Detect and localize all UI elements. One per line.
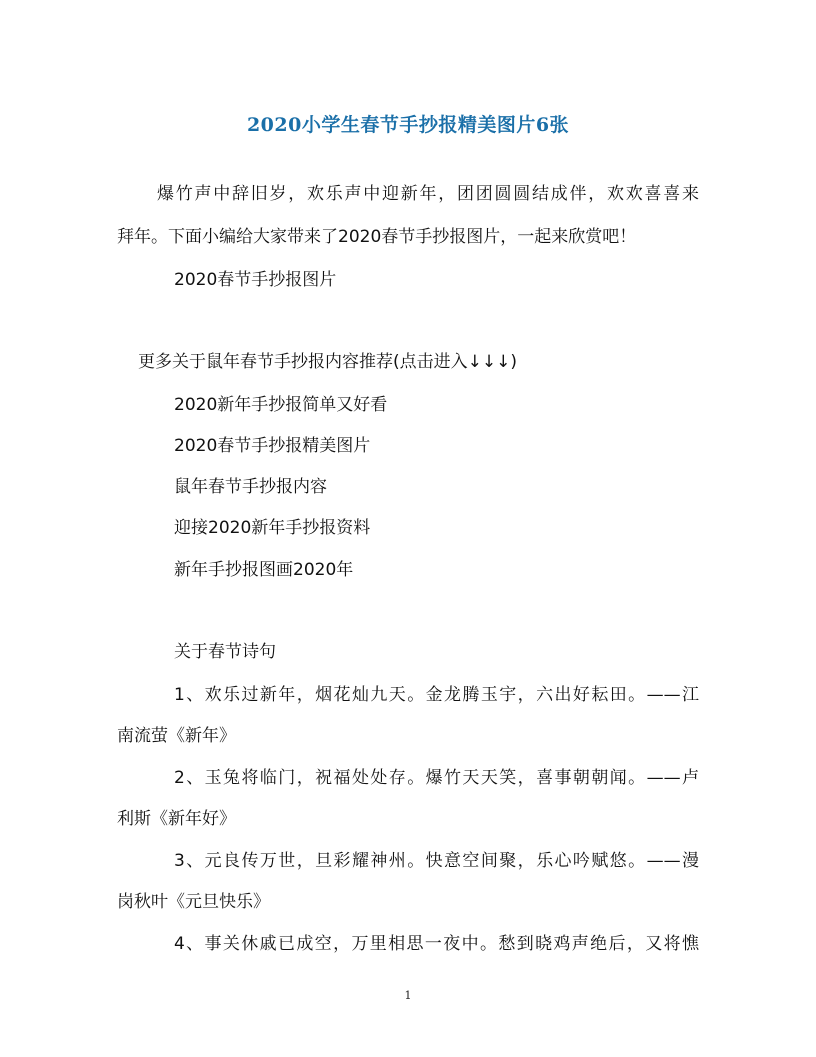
intro-paragraph-line-1 bbox=[117, 182, 699, 206]
intro-text-1: 爆竹声中辞旧岁，欢乐声中迎新年，团团圆圆结成伴，欢欢喜喜来 bbox=[157, 184, 699, 204]
poem-4-line-1 bbox=[117, 932, 699, 956]
intro-paragraph-line-2: 拜年。下面小编给大家带来了2020春节手抄报图片，一起来欣赏吧！ bbox=[117, 227, 637, 247]
poems-heading: 关于春节诗句 bbox=[174, 642, 276, 662]
link-item-1[interactable]: 2020新年手抄报简单又好看 bbox=[174, 395, 388, 415]
poem-1-text: 1、欢乐过新年，烟花灿九天。金龙腾玉宇，六出好耘田。——江 bbox=[174, 685, 699, 705]
link-item-4[interactable]: 迎接2020新年手抄报资料 bbox=[174, 518, 371, 538]
poem-2-text: 2、玉兔将临门，祝福处处存。爆竹天天笑，喜事朝朝闻。——卢 bbox=[174, 768, 699, 788]
more-recommendations-heading: 更多关于鼠年春节手抄报内容推荐(点击进入↓↓↓) bbox=[138, 352, 517, 372]
poem-4-text: 4、事关休戚已成空，万里相思一夜中。愁到晓鸡声绝后，又将憔 bbox=[174, 934, 699, 954]
poem-2-line-2: 利斯《新年好》 bbox=[117, 809, 236, 829]
link-item-5[interactable]: 新年手抄报图画2020年 bbox=[174, 560, 354, 580]
page-number: 1 bbox=[404, 989, 412, 1002]
poem-3-line-2: 岗秋叶《元旦快乐》 bbox=[117, 892, 270, 912]
poem-3-text: 3、元良传万世，旦彩耀神州。快意空间聚，乐心吟赋悠。——漫 bbox=[174, 851, 699, 871]
subheading: 2020春节手抄报图片 bbox=[174, 270, 337, 290]
poem-3-line-1 bbox=[117, 849, 699, 873]
poem-2-line-1 bbox=[117, 766, 699, 790]
document-title: 2020小学生春节手抄报精美图片6张 bbox=[246, 114, 570, 136]
link-item-2[interactable]: 2020春节手抄报精美图片 bbox=[174, 436, 371, 456]
poem-1-line-2: 南流萤《新年》 bbox=[117, 726, 236, 746]
poem-1-line-1 bbox=[117, 683, 699, 707]
link-item-3[interactable]: 鼠年春节手抄报内容 bbox=[174, 477, 327, 497]
